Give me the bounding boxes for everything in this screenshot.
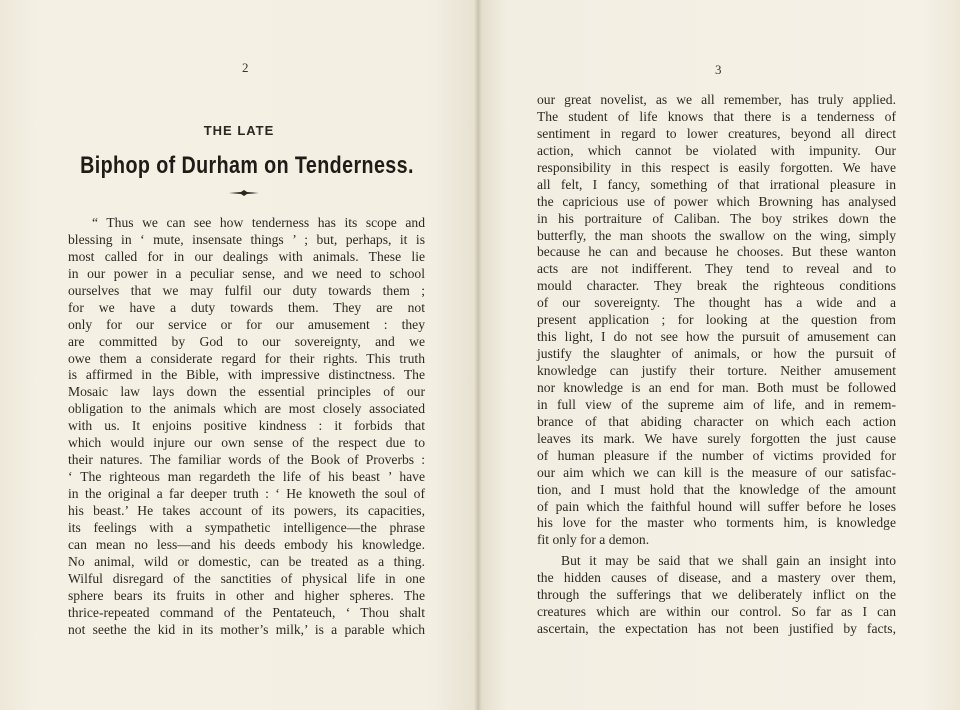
- page-number-right: 3: [715, 62, 722, 77]
- text-line: their natures. The familiar words of the Book of Proverbs :: [68, 452, 425, 468]
- text-line: the hidden causes of disease, and a mastery over them,: [537, 569, 896, 585]
- text-line: of pain which the faithful hound will suffer before he loses: [537, 498, 896, 514]
- text-line: mould character. They break the righteous conditions: [537, 278, 896, 294]
- text-line: its feelings with a sympathetic intelligence—the phrase: [68, 519, 425, 535]
- text-line: the capricious use of power which Browning has analysed: [537, 193, 896, 209]
- text-line: thrice-repeated command of the Pentateuch, ‘ Thou shalt: [68, 604, 425, 620]
- text-line: for we have a duty towards them. They are not: [68, 299, 425, 315]
- text-line: in full view of the supreme aim of life, and in remem-: [537, 396, 896, 412]
- text-line: brance of that abiding character on which each action: [537, 413, 896, 429]
- text-line: ‘ The righteous man regardeth the life of his beast ’ have: [68, 469, 425, 485]
- text-line: leaves its mark. We have surely forgotten the just cause: [537, 430, 896, 446]
- right-page: [478, 0, 960, 710]
- text-line: our aim which we can kill is the measure of our satisfac-: [537, 464, 896, 480]
- text-line: knowledge can justify their torture. Neither amusement: [537, 363, 896, 378]
- text-line: only for our service or for our amusement : they: [68, 316, 425, 332]
- text-line: in the original a far deeper truth : ‘ He knoweth the soul of: [68, 486, 425, 501]
- text-line: obligation to the animals which are most closely associated: [68, 401, 425, 417]
- text-line: The student of life knows that there is a tenderness of: [537, 108, 896, 124]
- text-line: in our power in a peculiar sense, and we need to school: [68, 265, 425, 281]
- text-line: No animal, wild or domestic, can be treated as a thing.: [68, 553, 425, 569]
- text-line: nor knowledge is an end for man. Both must be followed: [537, 379, 896, 395]
- text-line: which would injure our own sense of the respect due to: [68, 435, 425, 451]
- text-line: sentiment in regard to lower creatures, beyond all direct: [537, 125, 896, 141]
- text-line: action, which cannot be violated with impunity. Our: [537, 142, 896, 158]
- text-line: present application ; for looking at the question from: [537, 312, 896, 328]
- text-line: Wilful disregard of the sanctities of physical life in one: [68, 570, 425, 586]
- text-line: justify the slaughter of animals, or how the pursuit of: [537, 346, 896, 362]
- text-line: is affirmed in the Bible, with impressive distinctness. The: [68, 367, 425, 383]
- right-body-paragraph-2: [537, 553, 896, 638]
- text-line: his love for the master who torments him, is knowledge: [537, 515, 896, 531]
- book-gutter: [474, 0, 482, 710]
- text-line: are committed by God to our sovereignty, and we: [68, 333, 425, 349]
- text-line: of our sovereignty. The thought has a wide and a: [537, 295, 896, 311]
- text-line: “ Thus we can see how tenderness has its scope and: [92, 215, 425, 230]
- text-line: responsibility in this respect is easily forgotten. We have: [537, 159, 896, 175]
- text-line: most called for in our dealings with animals. These lie: [68, 248, 425, 264]
- text-line: ascertain, the expectation has not been justified by facts,: [537, 620, 896, 636]
- text-line: this light, I do not see how the pursuit of amusement can: [537, 329, 896, 345]
- ornament-divider-icon: [229, 189, 259, 197]
- text-line: all felt, I fancy, something of that irrational pleasure in: [537, 176, 896, 192]
- left-body-text: [68, 215, 425, 638]
- text-line: because he can and because he chooses. But these wanton: [537, 244, 896, 260]
- text-line: through the sufferings that we deliberately inflict on the: [537, 586, 896, 602]
- text-line: acts are not indifferent. They tend to reveal and to: [537, 261, 896, 277]
- text-line: ourselves that we may fulfil our duty towards them ;: [68, 282, 425, 298]
- text-line: his beast.’ He takes account of its powers, its capacities,: [68, 502, 425, 518]
- text-line: tion, and I must hold that the knowledge of the amount: [537, 481, 896, 497]
- text-line: Mosaic law lays down the essential principles of our: [68, 384, 425, 400]
- text-line: blessing in ‘ mute, insensate things ’ ; but, perhaps, it is: [68, 231, 425, 247]
- text-line: in his portraiture of Caliban. The boy strikes down the: [537, 210, 896, 226]
- text-line: can mean no less—and his deeds embody his knowledge.: [68, 536, 425, 552]
- text-line: creatures which are within our control. So far as I can: [537, 603, 896, 619]
- text-line: our great novelist, as we all remember, has truly applied.: [537, 92, 896, 107]
- text-line: fit only for a demon.: [537, 532, 650, 548]
- heading-the-late: THE LATE: [203, 123, 275, 138]
- right-body-paragraph-1: [537, 92, 896, 549]
- text-line: of human pleasure if the number of victims provided for: [537, 447, 896, 463]
- text-line: sphere bears its fruits in other and higher spheres. The: [68, 587, 425, 603]
- article-title: Biphop of Durham on Tenderness.: [80, 152, 414, 179]
- page-number-left: 2: [242, 60, 249, 75]
- text-line: butterfly, the man shoots the swallow on the wing, simply: [537, 227, 896, 243]
- text-line: But it may be said that we shall gain an insight into: [561, 553, 896, 568]
- text-line: not seethe the kid in its mother’s milk,’ is a parable which: [68, 621, 425, 637]
- text-line: owe them a considerate regard for their rights. This truth: [68, 350, 425, 366]
- left-page: [0, 0, 478, 710]
- text-line: with us. It enjoins positive kindness : it forbids that: [68, 418, 425, 434]
